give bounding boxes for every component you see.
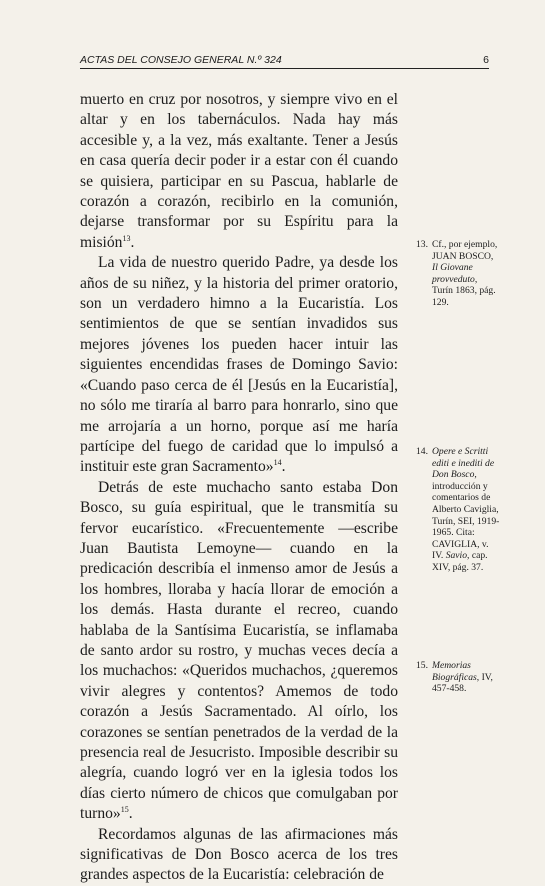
- text-run: , IV, 457-458.: [432, 671, 493, 695]
- text-run: , Turín 1863, pág. 129.: [432, 273, 496, 308]
- italic-run: Opere e Scritti editi e inediti de Don Bosco: [432, 446, 495, 481]
- main-text: [80, 90, 398, 886]
- text-run: Recordamos algunas de las afirmaciones más significativas de Don Bosco acerca de los tres grandes aspectos de la Eucaristía: celebración de: [80, 825, 398, 884]
- footnote-ref: 14: [273, 458, 282, 468]
- running-header: [80, 52, 489, 69]
- footnote-number: 15.: [416, 660, 428, 671]
- footnote-14: [416, 446, 500, 574]
- footnote-ref: 13: [122, 233, 131, 243]
- footnote-text: [416, 239, 500, 309]
- text-run: muerto en cruz por nosotros, y siempre vivo en el altar y en los tabernáculos. Nada hay más accesible y, a la vez, más exaltante. Tener a Jesús en casa quería decir poder ir a estar con él cuando se quisiera, participar en su Pascua, hablarle de corazón a corazón, recibirlo en la comunión, dejarse transformar por su Espíritu para la misión: [80, 91, 398, 251]
- page-number: 6: [483, 54, 489, 66]
- italic-run: Memorias Biográficas: [432, 660, 477, 683]
- paragraph: [80, 478, 398, 825]
- text-run: .: [281, 458, 286, 476]
- text-run: La vida de nuestro querido Padre, ya desde los años de su niñez, y la historia del primer oratorio, son un verdadero himno a la Eucaristía. Los sentimientos de que se sentían invadidos sus mejores jóvenes los pueden hacer intuir las siguientes encendidas frases de Domingo Savio: «Cuando paso cerca de él [Jesús en la Eucaristía], no sólo me tiraría al barro para honrarlo, sino que me arrojaría a un horno, porque así me haría partícipe del fuego de caridad que lo impulsó a instituir este gran Sacramento»: [80, 254, 398, 476]
- footnote-text: [416, 446, 500, 574]
- footnote-ref: 15: [120, 805, 129, 815]
- paragraph: [80, 825, 398, 886]
- footnote-number: 14.: [416, 446, 428, 457]
- text-run: .: [130, 233, 135, 251]
- text-run: .: [128, 805, 133, 823]
- paragraph: [80, 90, 398, 253]
- text-run: Detrás de este muchacho santo estaba Don Bosco, su guía espiritual, que le transmitía su fervor eucarístico. «Frecuentemente —escribe Juan Bautista Lemoyne— cuando en la predicación describía el inmenso amor de Jesús a los hombres, lloraba y hacía llorar de emoción a los demás. Hasta durante el recreo, cuando hablaba de la Santísima Eucaristía, se inflamaba de santo ardor su rostro, y muchas veces decía a los muchachos: «Queridos muchachos, ¿queremos vivir alegres y contentos? Amemos de todo corazón a Jesús Sacramentado. Al oírlo, los corazones se sentían penetrados de la verdad de la presencia real de Jesucristo. Imposible describir su alegría, cuando logró ver en la iglesia todos los días cierto número de chicos que comulgaban por turno»: [80, 478, 398, 823]
- footnote-13: [416, 239, 500, 309]
- footnote-number: 13.: [416, 239, 428, 250]
- text-run: , introducción y comentarios de Alberto Caviglia, Turín, SEI, 1919-1965. Cita: CAVIGLIA, v. IV.: [432, 469, 500, 562]
- italic-run: Savio: [445, 550, 468, 562]
- italic-run: Il Giovane provveduto: [432, 262, 475, 285]
- footnote-text: [416, 660, 500, 695]
- text-run: Cf., por ejemplo, JUAN BOSCO,: [432, 239, 498, 262]
- footnote-15: [416, 660, 500, 695]
- text-run: , cap. XIV, pág. 37.: [432, 550, 488, 573]
- header-title: ACTAS DEL CONSEJO GENERAL N.º 324: [80, 54, 282, 66]
- paragraph: [80, 253, 398, 477]
